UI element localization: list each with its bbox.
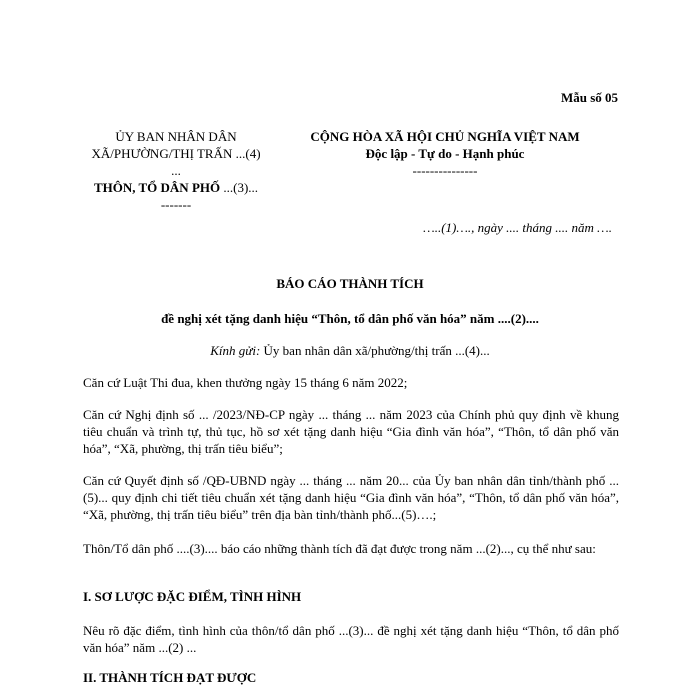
national-slogan: Độc lập - Tự do - Hạnh phúc [365,146,525,161]
paragraph-legal-basis-3: Căn cứ Quyết định số /QĐ-UBND ngày ... tháng ... năm 20... của Ủy ban nhân dân tỉnh/thành phố ...(5)... quy định chi tiết tiêu chuẩn xét tặng danh hiệu “Gia đình văn hóa”, “Thôn, tổ dân phố văn hóa”, “Xã, phường, thị trấn tiêu biểu” trên địa bàn tỉnh/thành phố...(5)….; [83,473,619,522]
national-motto: CỘNG HÒA XÃ HỘI CHỦ NGHĨA VIỆT NAM [310,129,580,144]
agency-line1: ỦY BAN NHÂN DÂN [115,129,237,144]
agency-line4 [60,179,292,196]
document-subtitle: đề nghị xét tặng danh hiệu “Thôn, tổ dân phố văn hóa” năm ....(2).... [161,311,539,326]
section-2-heading: II. THÀNH TÍCH ĐẠT ĐƯỢC [83,670,257,685]
national-dashes: --------------- [412,163,478,178]
agency-line3: ... [171,163,181,178]
greeting-recipient: Ủy ban nhân dân xã/phường/thị trấn ...(4)... [260,343,490,358]
greeting [0,343,700,359]
agency-hamlet-label: THÔN, TỔ DÂN PHỐ [93,180,221,195]
paragraph-report-intro: Thôn/Tổ dân phố ....(3).... báo cáo những thành tích đã đạt được trong năm ...(2)..., cụ thể như sau: [83,541,596,556]
greeting-label: Kính gửi: [210,343,261,358]
section-1-text: Nêu rõ đặc điểm, tình hình của thôn/tổ dân phố ...(3)... đề nghị xét tặng danh hiệu “Thôn, tổ dân phố văn hóa” năm ...(2) ... [83,623,619,655]
paragraph-legal-basis-2: Căn cứ Nghị định số ... /2023/NĐ-CP ngày ... tháng ... năm 2023 của Chính phủ quy định về khung tiêu chuẩn và trình tự, thủ tục, hồ sơ xét tặng danh hiệu “Gia đình văn hóa”, “Thôn, tổ dân phố văn hóa”, “Xã, phường, thị trấn tiêu biểu”; [83,407,619,456]
national-header [295,128,595,179]
place-date: …..(1)…., ngày .... tháng .... năm …. [423,220,612,235]
section-1-heading: I. SƠ LƯỢC ĐẶC ĐIỂM, TÌNH HÌNH [83,589,302,604]
form-number: Mẫu số 05 [560,90,618,105]
paragraph-legal-basis-1: Căn cứ Luật Thi đua, khen thưởng ngày 15 tháng 6 năm 2022; [83,375,408,390]
agency-line2: XÃ/PHƯỜNG/THỊ TRẤN ...(4) [91,146,261,161]
agency-header [60,128,292,213]
document-title: BÁO CÁO THÀNH TÍCH [276,276,424,291]
agency-dashes: ------- [160,197,192,212]
agency-hamlet-placeholder: ...(3)... [220,180,259,195]
